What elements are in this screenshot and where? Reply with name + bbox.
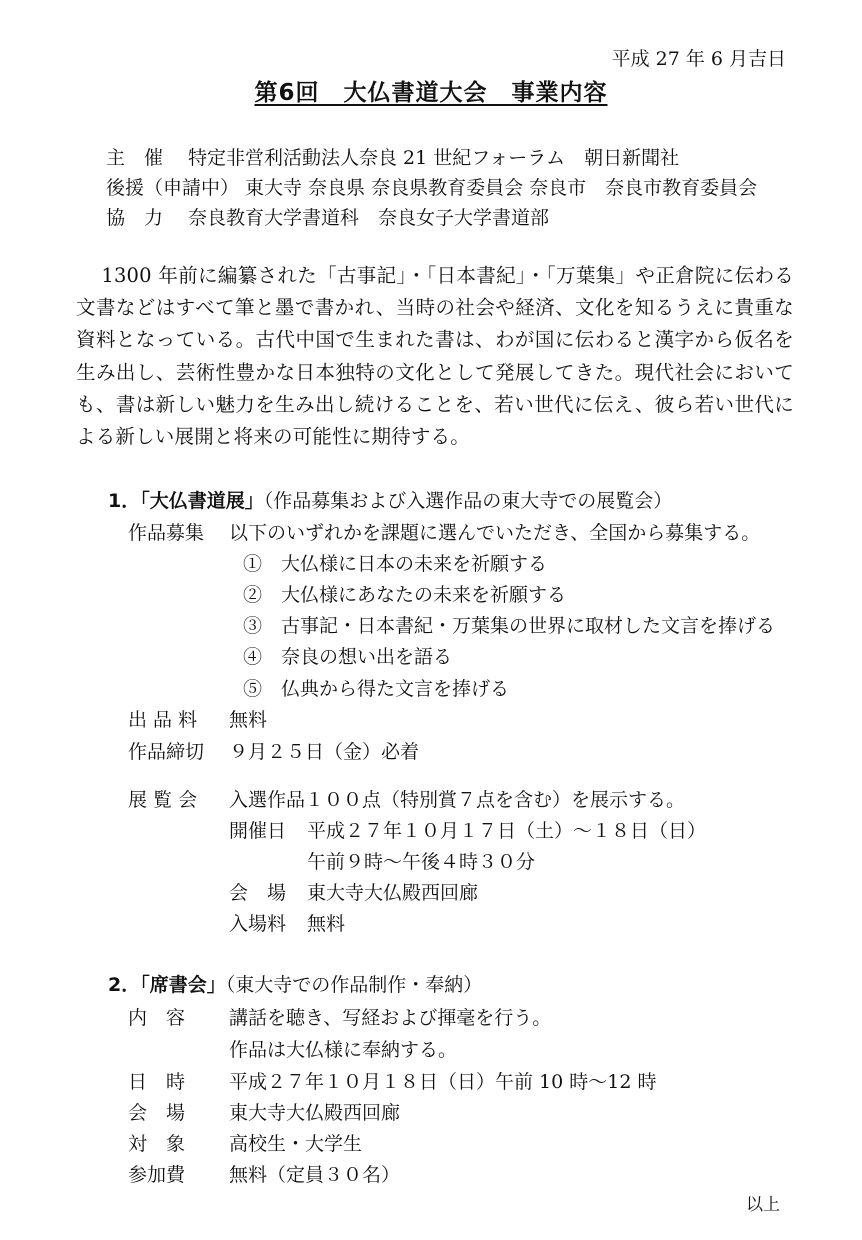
cooperation-value: 奈良教育大学書道科 奈良女子大学書道部 — [188, 207, 550, 229]
datetime-label: 日 時 — [128, 1071, 186, 1093]
target-label: 対 象 — [128, 1133, 186, 1155]
venue-label: 会 場 — [128, 1102, 186, 1124]
venue-row — [128, 1098, 400, 1125]
participation-fee-label: 参加費 — [128, 1164, 186, 1186]
recruit-label: 作品募集 — [128, 522, 205, 544]
deadline-row — [128, 737, 419, 764]
theme-item: ② 大仏様にあなたの未来を祈願する — [243, 584, 567, 606]
entry-fee-label: 出 品 料 — [128, 709, 198, 731]
exhibition-dates-row — [229, 816, 706, 843]
section2-subtitle: （東大寺での作品制作・奉納） — [225, 974, 483, 996]
section2-name: 「席書会」 — [140, 974, 226, 996]
section2-number: 2． — [108, 974, 141, 996]
intro-paragraph — [76, 260, 794, 453]
participation-fee-value: 無料（定員３０名） — [229, 1164, 401, 1186]
section1-subtitle: （作品募集および入選作品の東大寺での展覧会） — [263, 490, 673, 512]
support-row — [106, 173, 757, 200]
exhibition-dates-value: 平成２７年１０月１７日（土）～１８日（日） — [307, 820, 707, 842]
target-value: 高校生・大学生 — [229, 1133, 363, 1155]
exhibition-dates-label: 開催日 — [229, 820, 287, 842]
support-label: 後援（申請中） — [106, 177, 240, 199]
admission-value: 無料 — [307, 913, 346, 935]
target-row — [128, 1129, 362, 1156]
document-date: 平成 27 年 6 月吉日 — [611, 48, 786, 70]
datetime-row — [128, 1067, 656, 1094]
intro-text: 1300 年前に編纂された「古事記」・「日本書紀」・「万葉集」や正倉院に伝わる文書などはすべて筆と墨で書かれ、当時の社会や経済、文化を知るうえに貴重な資料となっている。古代中国で生まれた書は、わが国に伝わると漢字から仮名を生み出し、芸術性豊かな日本独特の文化として発展してきた。現代社会においても、書は新しい魅力を生み出し続けることを、若い世代に伝え、彼ら若い世代による新しい展開と将来の可能性に期待する。 — [76, 264, 794, 449]
content-label: 内 容 — [128, 1007, 186, 1029]
exhibition-time: 午前９時～午後４時３０分 — [307, 851, 536, 873]
theme-item: ④ 奈良の想い出を語る — [243, 646, 453, 668]
section1-number: 1． — [108, 490, 141, 512]
exhibition-venue-value: 東大寺大仏殿西回廊 — [307, 882, 479, 904]
admission-label: 入場料 — [229, 913, 287, 935]
entry-fee-row — [128, 705, 267, 732]
deadline-value: ９月２５日（金）必着 — [229, 741, 420, 763]
deadline-label: 作品締切 — [128, 741, 205, 763]
exhibition-venue-label: 会 場 — [229, 882, 287, 904]
theme-item: ③ 古事記・日本書紀・万葉集の世界に取材した文言を捧げる — [243, 615, 776, 637]
support-value: 東大寺 奈良県 奈良県教育委員会 奈良市 奈良市教育委員会 — [245, 177, 758, 199]
content-value: 講話を聴き、写経および揮毫を行う。 — [229, 1007, 552, 1029]
section1-heading — [108, 486, 672, 513]
closing-mark: 以上 — [746, 1195, 780, 1215]
exhibition-venue-row — [229, 878, 478, 905]
content-row — [128, 1003, 551, 1030]
content-value-2: 作品は大仏様に奉納する。 — [229, 1039, 458, 1061]
datetime-value: 平成２７年１０月１８日（日）午前 10 時～12 時 — [229, 1071, 657, 1093]
exhibition-row — [128, 785, 685, 812]
exhibition-value: 入選作品１００点（特別賞７点を含む）を展示する。 — [229, 789, 686, 811]
host-label: 主 催 — [106, 147, 164, 169]
venue-value: 東大寺大仏殿西回廊 — [229, 1102, 401, 1124]
recruit-row — [128, 518, 760, 545]
admission-row — [229, 909, 345, 936]
theme-item: ① 大仏様に日本の未来を祈願する — [243, 553, 548, 575]
cooperation-label: 協 力 — [106, 207, 164, 229]
section2-heading — [108, 970, 482, 997]
theme-item: ⑤ 仏典から得た文言を捧げる — [243, 678, 510, 700]
host-row — [106, 143, 679, 170]
recruit-value: 以下のいずれかを課題に選んでいただき、全国から募集する。 — [229, 522, 761, 544]
participation-fee-row — [128, 1160, 400, 1187]
document-title: 第6回 大仏書道大会 事業内容 — [254, 80, 608, 106]
section1-name: 「大仏書道展」 — [140, 490, 264, 512]
host-value: 特定非営利活動法人奈良 21 世紀フォーラム 朝日新聞社 — [188, 147, 680, 169]
cooperation-row — [106, 203, 549, 230]
entry-fee-value: 無料 — [229, 709, 268, 731]
exhibition-label: 展 覧 会 — [128, 789, 198, 811]
